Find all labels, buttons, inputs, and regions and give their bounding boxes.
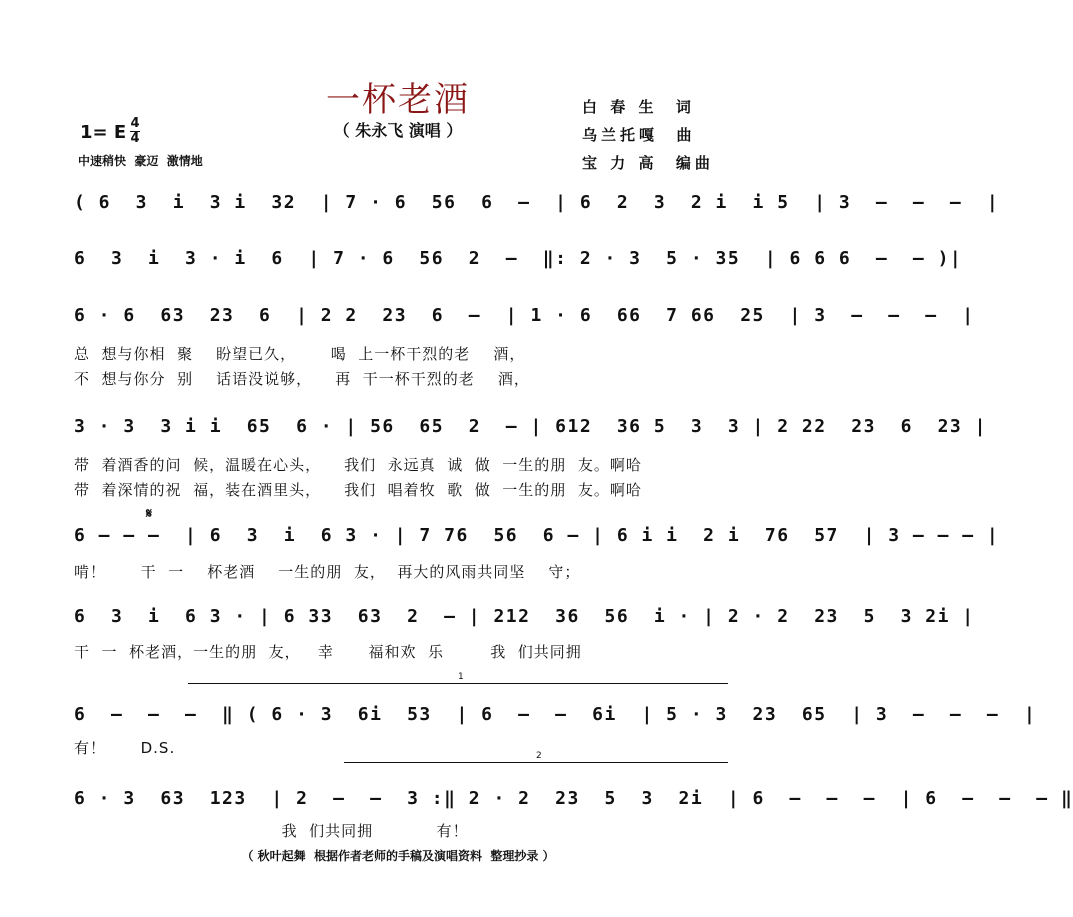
singer-line: （ 朱永飞 演唱 ） [333,121,463,140]
arranger-credit: 宝 力 高 编曲 [582,154,714,172]
time-bottom: 4 [130,131,140,146]
lyric-line: 不 想与你分 别 话语没说够， 再 干一杯干烈的老 酒， [74,370,530,388]
lyric-line: 干 一 杯老酒，一生的朋 友， 幸 福和欢 乐 我 们共同拥 [74,643,582,661]
volta-number: 1 [458,672,464,682]
second-ending-bracket [344,751,728,773]
tempo-marking: 中速稍快 豪迈 激情地 [78,154,203,168]
notation-row [74,704,1037,734]
footer-note: （ 秋叶起舞 根据作者老师的手稿及演唱资料 整理抄录 ） [241,849,555,863]
lyric-line: 总 想与你相 聚 盼望已久， 喝 上一杯干烈的老 酒， [74,345,526,363]
song-title: 一杯老酒 [326,80,470,120]
first-ending-bracket [188,672,728,694]
lyricist-credit: 白 春 生 词 [582,98,695,116]
notation-notes: 6 – – – ‖ ( 6 · 3 6i 53 | 6 – – 6i | 5 · 3 23 65 | 3 – – – | [74,704,1037,725]
notation-notes: 6 3 i 3 · i 6 | 7 · 6 56 2 – ‖: 2 · 3 5 · 35 | 6 6 6 – – )| [74,248,963,269]
key-signature: 1= E [80,122,127,143]
notation-row [74,788,1073,818]
notation-row [74,305,975,335]
notation-row [74,525,1000,555]
composer-credit: 乌兰托嘎 曲 [582,126,696,144]
lyric-line: 啃！ 干 一 杯老酒 一生的朋 友， 再大的风雨共同坚 守； [74,563,581,581]
lyric-line: 带 着酒香的问 候，温暖在心头， 我们 永远真 诚 做 一生的朋 友。啊哈 [74,456,642,474]
volta-number: 2 [536,751,542,761]
notation-notes: 6 · 6 63 23 6 | 2 2 23 6 – | 1 · 6 66 7 66 25 | 3 – – – | [74,305,975,326]
notation-row [74,192,1000,222]
segno-sign: 𝄋 [146,506,153,522]
notation-row [74,416,987,446]
time-top: 4 [130,116,140,131]
lyric-line: 我 们共同拥 有！ [74,822,469,840]
notation-row [74,606,975,636]
notation-notes: 6 · 3 63 123 | 2 – – 3 :‖ 2 · 2 23 5 3 2i | 6 – – – | 6 – – – ‖ [74,788,1073,809]
time-signature [130,118,140,145]
notation-notes: 6 – – – | 6 3 i 6 3 · | 7 76 56 6 – | 6 i i 2 i 76 57 | 3 – – – | [74,525,1000,546]
notation-row [74,248,963,278]
notation-notes: 6 3 i 6 3 · | 6 33 63 2 – | 212 36 56 i · | 2 · 2 23 5 3 2i | [74,606,975,627]
notation-notes: ( 6 3 i 3 i 32 | 7 · 6 56 6 – | 6 2 3 2 i i 5 | 3 – – – | [74,192,1000,213]
lyric-line: 有！ D.S. [74,739,176,757]
lyric-line: 带 着深情的祝 福，装在酒里头， 我们 唱着牧 歌 做 一生的朋 友。啊哈 [74,481,642,499]
notation-notes: 3 · 3 3 i i 65 6 · | 56 65 2 – | 612 36 5 3 3 | 2 22 23 6 23 | [74,416,987,437]
